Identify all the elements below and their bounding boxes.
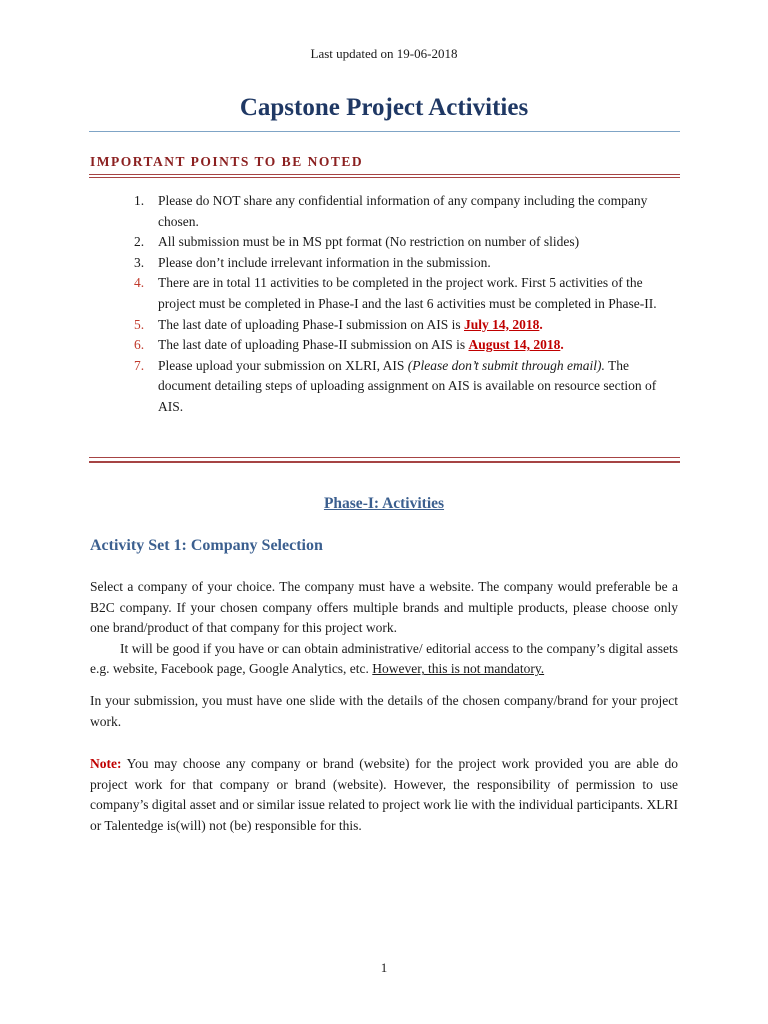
paragraph-text: It will be good if you have or can obtain administrative/ editorial access to the company’s digital assets e.g. website, Facebook page, Google Analytics, etc. bbox=[90, 640, 678, 677]
section-divider-thin bbox=[89, 457, 680, 458]
list-item-number: 4. bbox=[134, 275, 145, 291]
activity-note bbox=[90, 754, 678, 836]
last-updated-text: Last updated on 19-06-2018 bbox=[310, 46, 458, 61]
list-item-text: Please do NOT share any confidential information of any company including the company chosen. bbox=[158, 193, 648, 229]
list-item-text: The last date of uploading Phase-II submission on AIS is bbox=[158, 337, 469, 353]
important-points-list bbox=[134, 191, 660, 418]
note-text: You may choose any company or brand (website) for the project work provided you are able do project work for that company or brand (website). However, the responsibility of permission to use company’s digital asset and or similar issue related to project work lie with the individual participants. XLRI or Talentedge is(will) not (be) responsible for this. bbox=[90, 756, 678, 833]
paragraph-text: Select a company of your choice. The company must have a website. The company would preferable be a B2C company. If your chosen company offers multiple brands and multiple products, please choose only one brand/product of that company for this project work. bbox=[90, 579, 678, 636]
activity-heading: Activity Set 1: Company Selection bbox=[90, 537, 323, 554]
important-points-heading: IMPORTANT POINTS TO BE NOTED bbox=[90, 154, 364, 169]
list-item-italic-note: (Please don’t submit through email). bbox=[407, 357, 605, 373]
activity-paragraph-1 bbox=[90, 577, 678, 680]
list-item-text: There are in total 11 activities to be completed in the project work. First 5 activities of the project must be completed in Phase-I and the last 6 activities must be completed in Phase-II. bbox=[158, 275, 657, 311]
list-item-number: 2. bbox=[134, 234, 145, 250]
list-item bbox=[134, 273, 660, 314]
list-item-number: 6. bbox=[134, 337, 145, 353]
important-divider-top bbox=[89, 174, 680, 175]
note-label: Note: bbox=[90, 756, 122, 771]
list-item bbox=[134, 356, 660, 418]
activity-paragraph-2: In your submission, you must have one slide with the details of the chosen company/brand for your project work. bbox=[90, 693, 678, 729]
list-item bbox=[134, 315, 660, 336]
list-item-text: Please don’t include irrelevant information in the submission. bbox=[158, 254, 491, 270]
list-item-end: . bbox=[539, 316, 543, 332]
list-item-text: The last date of uploading Phase-I submission on AIS is bbox=[158, 316, 464, 332]
list-item bbox=[134, 191, 660, 232]
list-item-number: 7. bbox=[134, 357, 145, 373]
list-item-number: 3. bbox=[134, 254, 145, 270]
important-divider-bottom bbox=[89, 177, 680, 178]
paragraph-underlined-text: However, this is not mandatory. bbox=[372, 661, 545, 677]
list-item-number: 1. bbox=[134, 193, 145, 208]
list-item-number: 5. bbox=[134, 316, 145, 332]
list-item bbox=[134, 335, 660, 356]
list-item bbox=[134, 232, 660, 253]
page-title: Capstone Project Activities bbox=[239, 94, 529, 121]
phase-heading bbox=[0, 495, 768, 513]
list-item bbox=[134, 253, 660, 274]
page-number: 1 bbox=[380, 960, 388, 975]
paragraph-indented bbox=[90, 639, 678, 680]
list-item-text: Please upload your submission on XLRI, AIS bbox=[158, 357, 408, 373]
phase-heading-text: Phase-I: Activities bbox=[323, 495, 445, 512]
phase1-deadline: July 14, 2018 bbox=[463, 316, 540, 332]
title-divider bbox=[89, 131, 680, 132]
list-item-extra-text: The document detailing steps of uploading assignment on AIS is available on resource section of AIS. bbox=[158, 357, 657, 414]
section-divider-thick bbox=[89, 461, 680, 463]
list-item-text: All submission must be in MS ppt format (No restriction on number of slides) bbox=[158, 234, 580, 250]
phase2-deadline: August 14, 2018 bbox=[468, 337, 561, 353]
list-item-end: . bbox=[560, 337, 564, 353]
